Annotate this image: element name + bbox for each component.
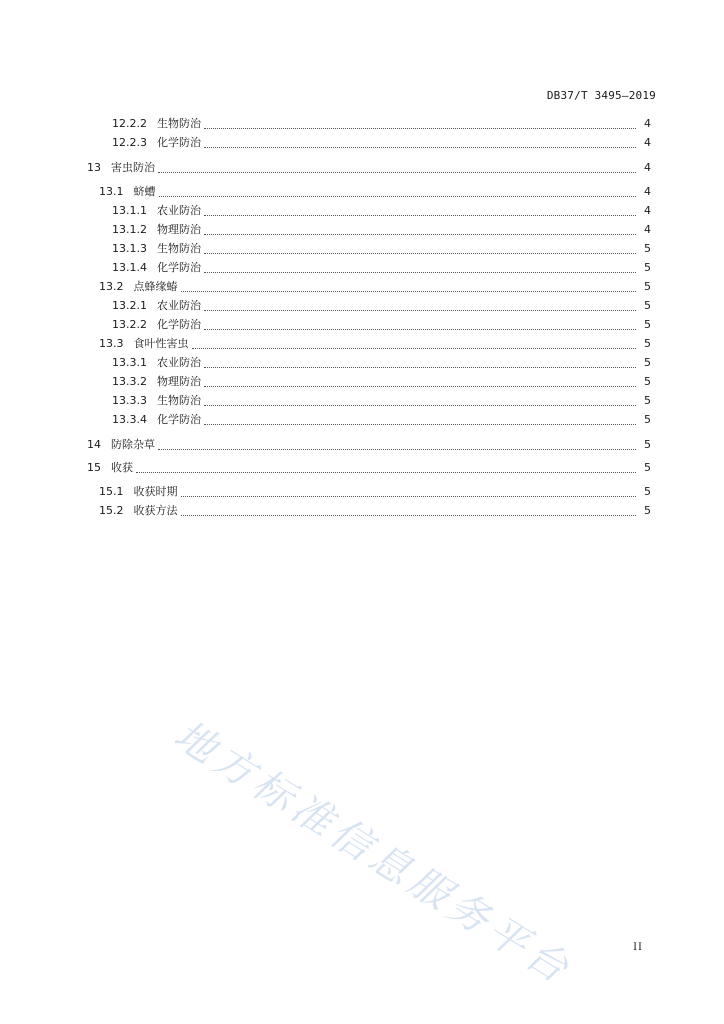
toc-entry-number: 15.1: [99, 485, 124, 498]
toc-entry-page: 5: [644, 438, 651, 451]
toc-entry-number: 12.2.3: [112, 136, 147, 149]
dot-leader: [204, 386, 636, 387]
dot-leader: [204, 424, 636, 425]
toc-entry[interactable]: [0, 437, 724, 453]
toc-entry-page: 5: [644, 461, 651, 474]
toc-entry[interactable]: [0, 203, 724, 219]
toc-entry-title: 收获时期: [133, 485, 178, 498]
toc-entry-title: 物理防治: [157, 223, 201, 236]
toc-entry-number: 13.3.3: [112, 394, 147, 407]
toc-entry-number: 13.3: [99, 337, 124, 350]
dot-leader: [204, 215, 636, 216]
toc-entry-number: 14: [87, 438, 101, 451]
toc-entry[interactable]: [0, 279, 724, 295]
toc-entry-page: 4: [644, 185, 651, 198]
toc-entry[interactable]: [0, 298, 724, 314]
toc-entry[interactable]: [0, 160, 724, 176]
dot-leader: [181, 496, 637, 497]
dot-leader: [181, 291, 637, 292]
toc-entry-page: 5: [644, 394, 651, 407]
toc-entry-page: 5: [644, 261, 651, 274]
dot-leader: [204, 253, 636, 254]
toc-entry-title: 生物防治: [157, 117, 201, 130]
dot-leader: [204, 310, 636, 311]
toc-entry[interactable]: [0, 135, 724, 151]
toc-entry-number: 13.2.2: [112, 318, 147, 331]
toc-entry[interactable]: [0, 484, 724, 500]
toc-entry-title: 防除杂草: [111, 438, 155, 451]
toc-entry-number: 13.1.2: [112, 223, 147, 236]
toc-entry-page: 4: [644, 161, 651, 174]
dot-leader: [158, 449, 636, 450]
toc-entry-page: 5: [644, 413, 651, 426]
toc-entry-number: 13.1.1: [112, 204, 147, 217]
toc-entry-number: 13: [87, 161, 101, 174]
toc-entry-page: 4: [644, 223, 651, 236]
watermark: 地方标准信息服务平台: [165, 711, 581, 995]
toc-entry[interactable]: [0, 393, 724, 409]
toc-entry-page: 5: [644, 299, 651, 312]
toc-entry-page: 5: [644, 504, 651, 517]
toc-entry[interactable]: [0, 222, 724, 238]
toc-entry-page: 4: [644, 136, 651, 149]
toc-entry-number: 13.2.1: [112, 299, 147, 312]
toc-entry-page: 5: [644, 375, 651, 388]
toc-entry-page: 5: [644, 318, 651, 331]
toc-entry-number: 13.1: [99, 185, 124, 198]
toc-entry[interactable]: [0, 412, 724, 428]
toc-entry[interactable]: [0, 184, 724, 200]
toc-entry[interactable]: [0, 241, 724, 257]
toc-entry-title: 收获方法: [133, 504, 178, 517]
toc-entry-number: 12.2.2: [112, 117, 147, 130]
dot-leader: [204, 272, 636, 273]
dot-leader: [158, 172, 636, 173]
toc-entry-title: 农业防治: [157, 356, 201, 369]
dot-leader: [204, 234, 636, 235]
toc-entry-title: 害虫防治: [111, 161, 155, 174]
toc-entry[interactable]: [0, 460, 724, 476]
toc-entry-title: 点蜂缘蝽: [133, 280, 178, 293]
toc-entry-page: 5: [644, 337, 651, 350]
toc-entry-page: 5: [644, 485, 651, 498]
document-code: DB37/T 3495—2019: [546, 89, 656, 102]
toc-entry-number: 13.2: [99, 280, 124, 293]
toc-entry-page: 5: [644, 356, 651, 369]
toc-entry-title: 收获: [111, 461, 133, 474]
toc-entry-title: 蛴螬: [133, 185, 156, 198]
toc-entry-page: 4: [644, 204, 651, 217]
toc-entry-title: 生物防治: [157, 242, 201, 255]
toc-entry[interactable]: [0, 374, 724, 390]
toc-entry-number: 15.2: [99, 504, 124, 517]
dot-leader: [159, 196, 637, 197]
dot-leader: [204, 329, 636, 330]
toc-entry-title: 生物防治: [157, 394, 201, 407]
toc-entry-title: 农业防治: [157, 299, 201, 312]
toc-entry-page: 5: [644, 242, 651, 255]
toc-entry[interactable]: [0, 355, 724, 371]
toc-entry-title: 食叶性害虫: [133, 337, 189, 350]
toc-entry-title: 化学防治: [157, 413, 201, 426]
toc-entry-title: 农业防治: [157, 204, 201, 217]
dot-leader: [192, 348, 637, 349]
dot-leader: [204, 147, 636, 148]
toc-entry-number: 13.3.2: [112, 375, 147, 388]
toc-entry-number: 13.3.1: [112, 356, 147, 369]
dot-leader: [181, 515, 637, 516]
toc-entry[interactable]: [0, 317, 724, 333]
dot-leader: [204, 128, 636, 129]
toc-entry[interactable]: [0, 116, 724, 132]
toc-entry-title: 化学防治: [157, 318, 201, 331]
toc-entry[interactable]: [0, 503, 724, 519]
toc-entry-title: 化学防治: [157, 136, 201, 149]
toc-entry-number: 15: [87, 461, 101, 474]
toc-entry-page: 4: [644, 117, 651, 130]
dot-leader: [136, 472, 636, 473]
toc-entry-number: 13.1.3: [112, 242, 147, 255]
dot-leader: [204, 367, 636, 368]
toc-entry-page: 5: [644, 280, 651, 293]
dot-leader: [204, 405, 636, 406]
toc-entry-number: 13.3.4: [112, 413, 147, 426]
page-number: II: [633, 942, 643, 953]
toc-entry[interactable]: [0, 336, 724, 352]
toc-entry-title: 物理防治: [157, 375, 201, 388]
toc-entry[interactable]: [0, 260, 724, 276]
toc-entry-title: 化学防治: [157, 261, 201, 274]
toc-entry-number: 13.1.4: [112, 261, 147, 274]
